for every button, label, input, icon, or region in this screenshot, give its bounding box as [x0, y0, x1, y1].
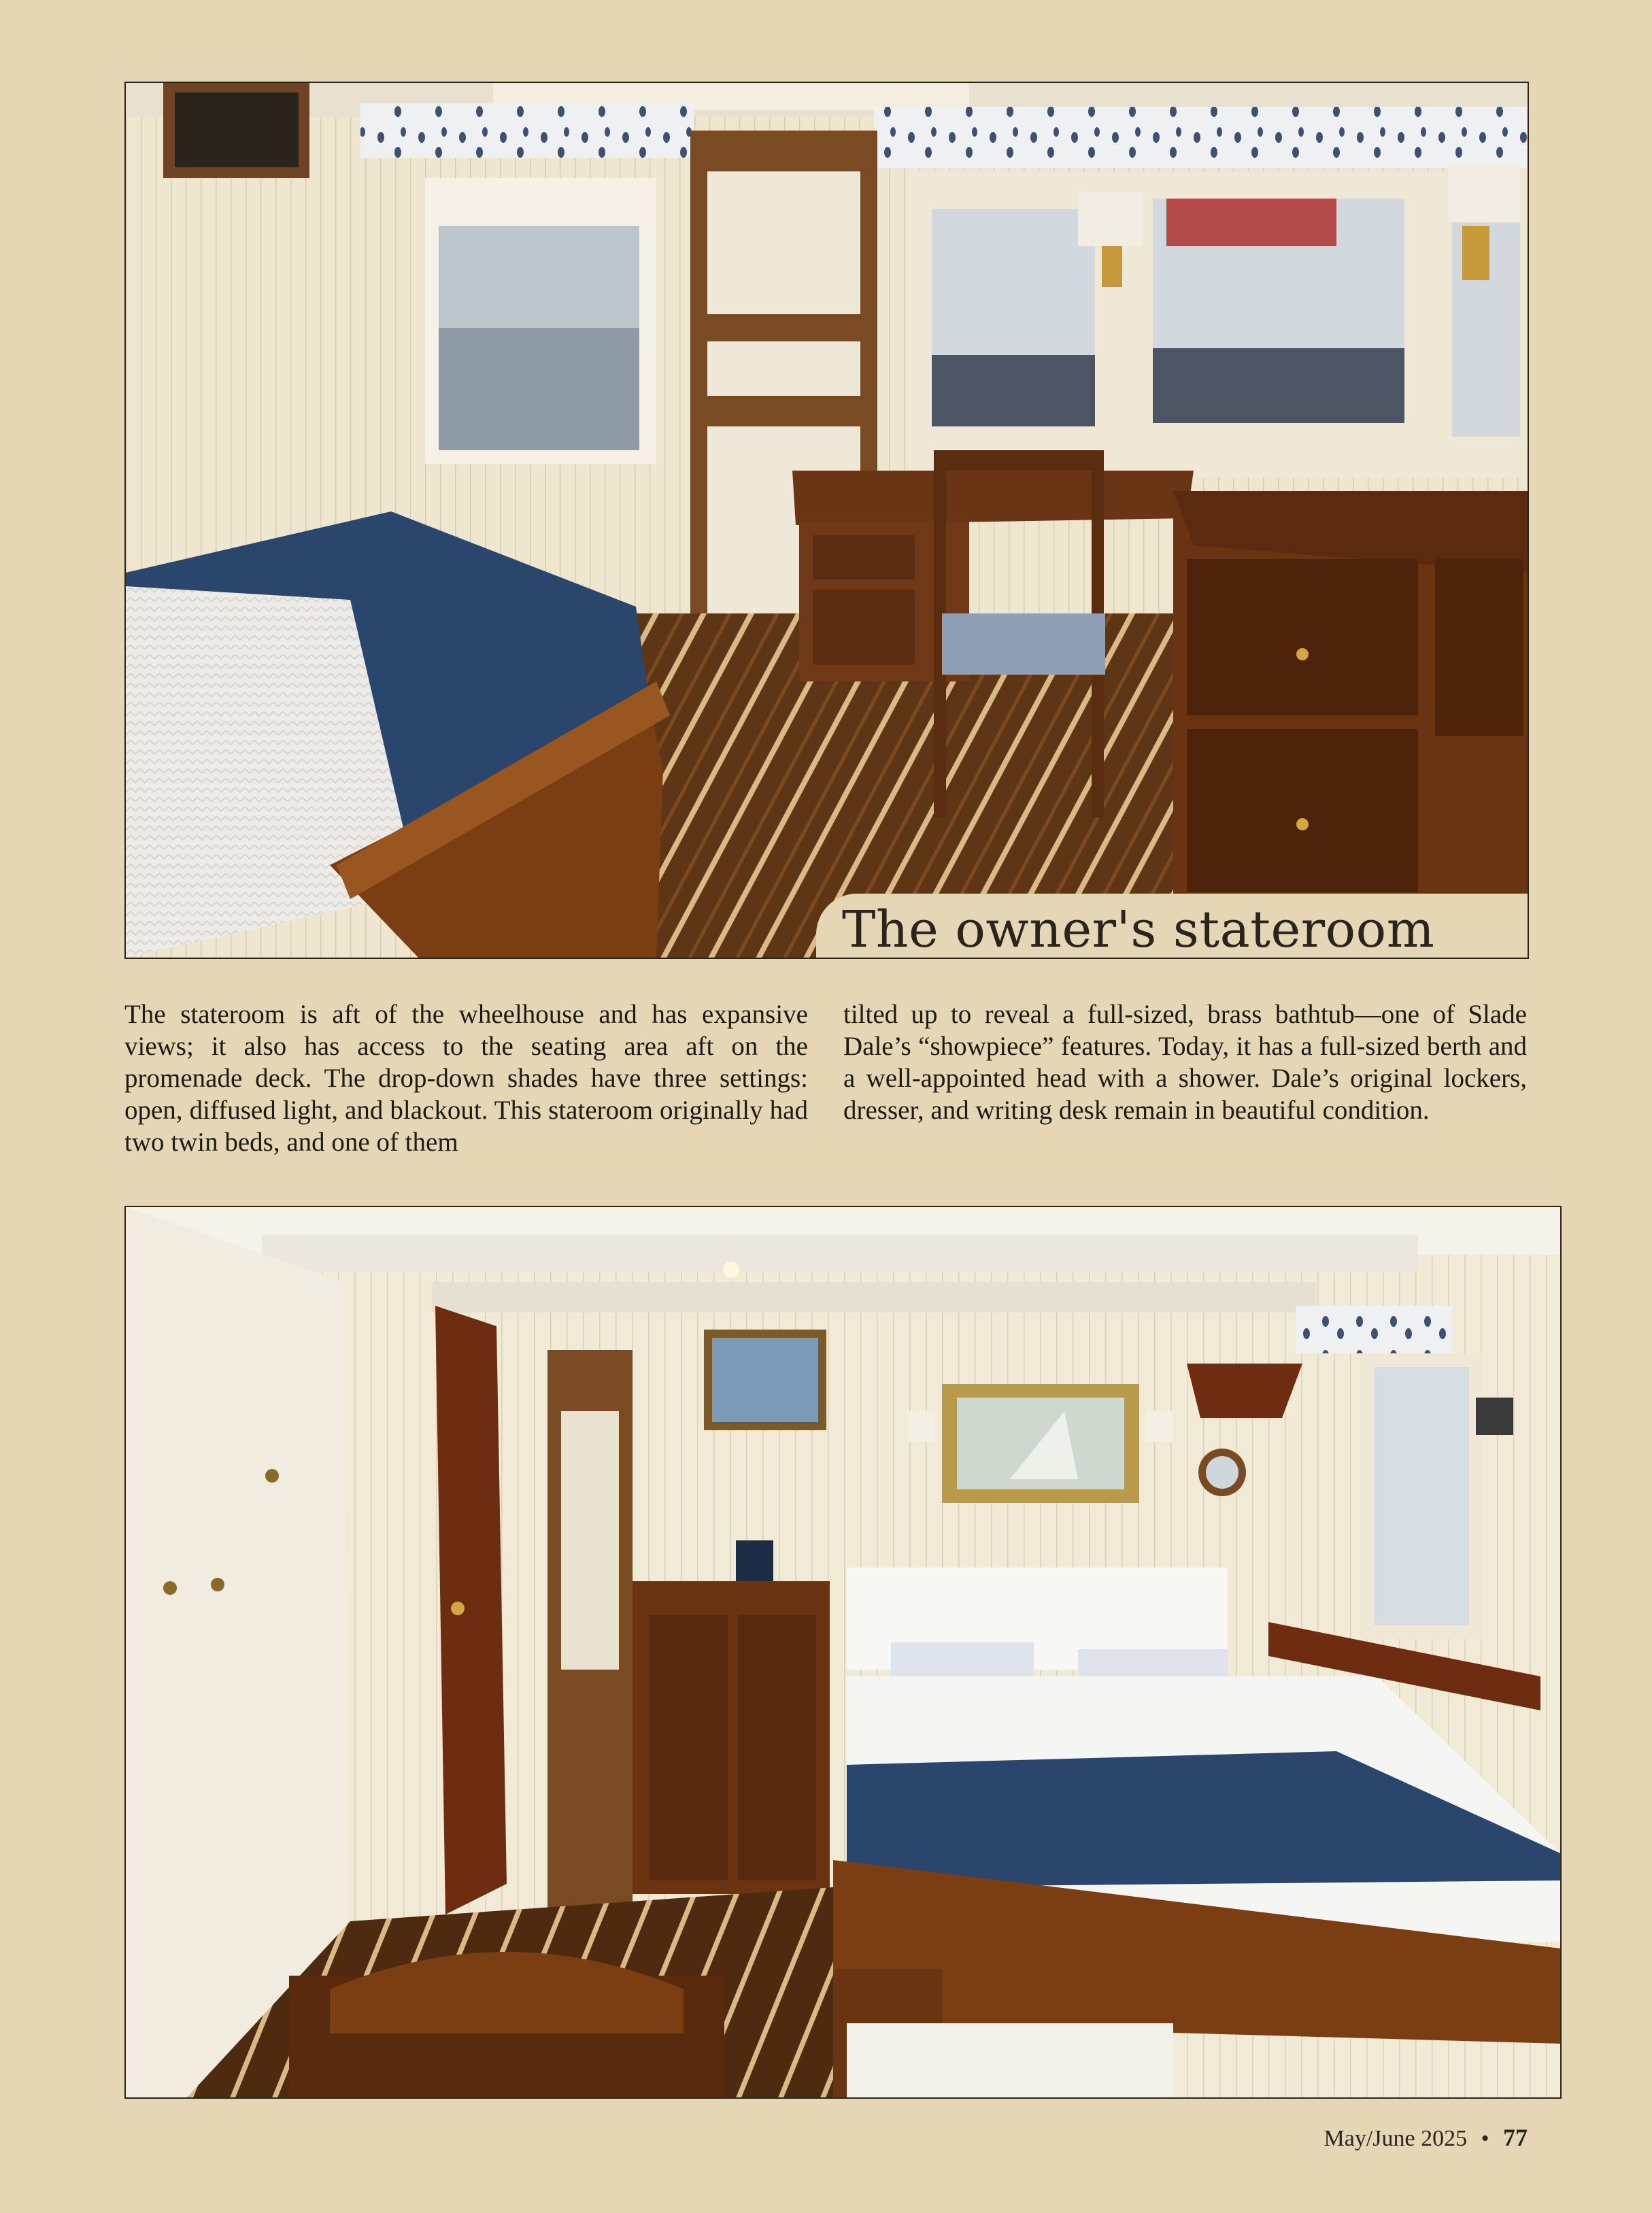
stateroom-illustration-top — [126, 83, 1528, 958]
page-folio — [1324, 2123, 1528, 2152]
folio-separator: • — [1481, 2126, 1489, 2151]
issue-date: May/June 2025 — [1324, 2126, 1468, 2151]
stateroom-photo-top — [124, 82, 1529, 959]
stateroom-illustration-bottom — [126, 1207, 1560, 2097]
body-text-right-column: tilted up to reveal a full-sized, brass bathtub—one of Slade Dale’s “showpiece” features. Today, it has a full-sized berth and a well-appointed head with a shower. Dale’s original lockers, dresser, and writing desk remain in beautiful condition. — [843, 1000, 1527, 1125]
photo-caption: The owner's stateroom — [842, 900, 1435, 959]
page-number: 77 — [1503, 2124, 1528, 2151]
body-text-left-column: The stateroom is aft of the wheelhouse and has expansive views; it also has access to the seating area aft on the promenade deck. The drop-down shades have three settings: open, diffused light, and blackout. This stateroom originally had two twin beds, and one of them — [124, 1000, 808, 1157]
stateroom-photo-bottom — [124, 1206, 1562, 2099]
